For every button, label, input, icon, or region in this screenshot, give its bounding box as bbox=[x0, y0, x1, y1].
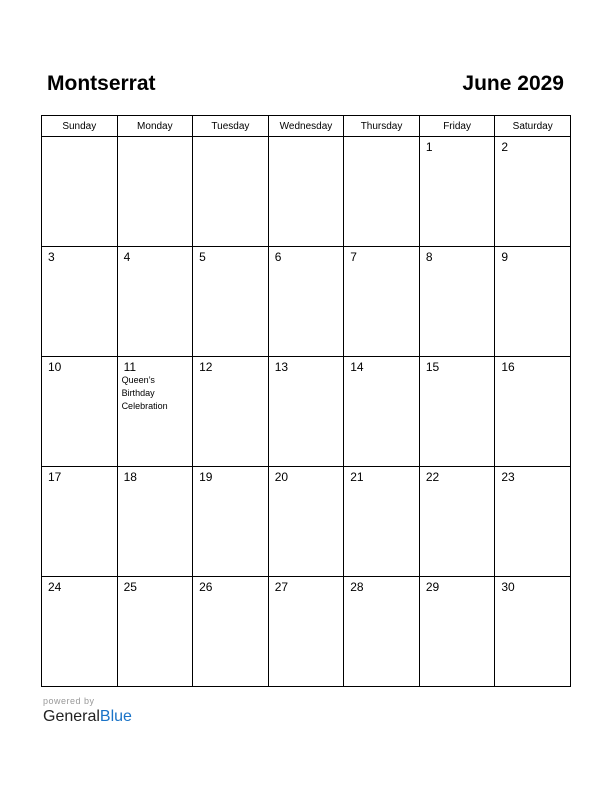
day-cell bbox=[344, 467, 420, 577]
day-number: 7 bbox=[350, 250, 357, 264]
day-cell bbox=[419, 247, 495, 357]
day-cell bbox=[42, 357, 118, 467]
footer-branding bbox=[43, 696, 132, 727]
day-cell bbox=[268, 467, 344, 577]
brand-blue-text: Blue bbox=[99, 708, 132, 725]
day-cell bbox=[268, 577, 344, 687]
week-row bbox=[42, 137, 571, 247]
day-number: 29 bbox=[425, 580, 440, 594]
day-number: 12 bbox=[199, 360, 213, 374]
day-cell bbox=[344, 357, 420, 467]
day-number: 17 bbox=[48, 470, 62, 484]
day-cell bbox=[117, 357, 193, 467]
weekday-header: Friday bbox=[419, 116, 495, 137]
day-number bbox=[344, 137, 419, 140]
day-cell bbox=[419, 577, 495, 687]
brand-general-text: General bbox=[43, 708, 100, 725]
day-cell bbox=[42, 137, 118, 247]
day-cell bbox=[419, 467, 495, 577]
day-number: 1 bbox=[425, 140, 433, 154]
day-number: 20 bbox=[274, 470, 289, 484]
calendar-grid bbox=[41, 115, 571, 687]
weekday-header: Monday bbox=[117, 116, 193, 137]
holiday-event: Queen’s Birthday Celebration bbox=[121, 375, 168, 411]
day-number: 25 bbox=[123, 580, 137, 594]
day-cell bbox=[344, 247, 420, 357]
day-cell bbox=[268, 357, 344, 467]
day-number: 18 bbox=[123, 470, 137, 484]
country-title: Montserrat bbox=[47, 72, 156, 95]
day-cell bbox=[495, 467, 571, 577]
weekday-header: Tuesday bbox=[193, 116, 269, 137]
day-number: 19 bbox=[199, 470, 213, 484]
day-number: 3 bbox=[48, 250, 55, 264]
day-cell bbox=[419, 357, 495, 467]
day-cell bbox=[268, 247, 344, 357]
day-number: 23 bbox=[501, 470, 515, 484]
day-number: 24 bbox=[48, 580, 62, 594]
day-number bbox=[193, 137, 268, 140]
day-cell bbox=[495, 577, 571, 687]
day-number: 11 bbox=[123, 360, 137, 374]
day-number: 9 bbox=[501, 250, 509, 264]
day-number: 5 bbox=[199, 250, 206, 264]
day-number: 10 bbox=[48, 360, 62, 374]
day-number: 30 bbox=[501, 580, 515, 594]
day-number bbox=[118, 137, 193, 140]
day-number: 28 bbox=[350, 580, 364, 594]
day-number: 8 bbox=[425, 250, 433, 264]
day-number: 16 bbox=[501, 360, 515, 374]
generalblue-logo bbox=[43, 707, 132, 727]
powered-by-text: powered by bbox=[43, 696, 95, 706]
day-number: 13 bbox=[274, 360, 289, 374]
day-number: 2 bbox=[501, 140, 509, 154]
day-cell bbox=[193, 577, 269, 687]
day-cell bbox=[495, 137, 571, 247]
day-number bbox=[269, 137, 344, 140]
day-number: 26 bbox=[199, 580, 213, 594]
day-cell bbox=[419, 137, 495, 247]
day-cell bbox=[42, 247, 118, 357]
day-cell bbox=[193, 467, 269, 577]
week-row bbox=[42, 577, 571, 687]
day-cell bbox=[193, 247, 269, 357]
weekday-header: Saturday bbox=[495, 116, 571, 137]
day-cell bbox=[344, 137, 420, 247]
day-number: 22 bbox=[425, 470, 440, 484]
weekday-header-row bbox=[42, 116, 571, 137]
weekday-header: Sunday bbox=[42, 116, 118, 137]
weekday-header: Wednesday bbox=[268, 116, 344, 137]
month-year-title: June 2029 bbox=[462, 72, 564, 95]
day-number: 6 bbox=[274, 250, 282, 264]
day-cell bbox=[193, 137, 269, 247]
day-number: 15 bbox=[425, 360, 440, 374]
day-cell bbox=[42, 577, 118, 687]
day-cell bbox=[495, 247, 571, 357]
day-cell bbox=[344, 577, 420, 687]
day-cell bbox=[42, 467, 118, 577]
day-number: 27 bbox=[274, 580, 289, 594]
day-number: 4 bbox=[123, 250, 131, 264]
week-row bbox=[42, 247, 571, 357]
day-cell bbox=[117, 577, 193, 687]
day-cell bbox=[117, 467, 193, 577]
week-row bbox=[42, 467, 571, 577]
day-number bbox=[42, 137, 117, 140]
day-cell bbox=[495, 357, 571, 467]
week-row bbox=[42, 357, 571, 467]
weekday-header: Thursday bbox=[344, 116, 420, 137]
day-number: 14 bbox=[350, 360, 364, 374]
day-cell bbox=[117, 137, 193, 247]
day-cell bbox=[117, 247, 193, 357]
day-number: 21 bbox=[350, 470, 364, 484]
day-cell bbox=[193, 357, 269, 467]
day-cell bbox=[268, 137, 344, 247]
